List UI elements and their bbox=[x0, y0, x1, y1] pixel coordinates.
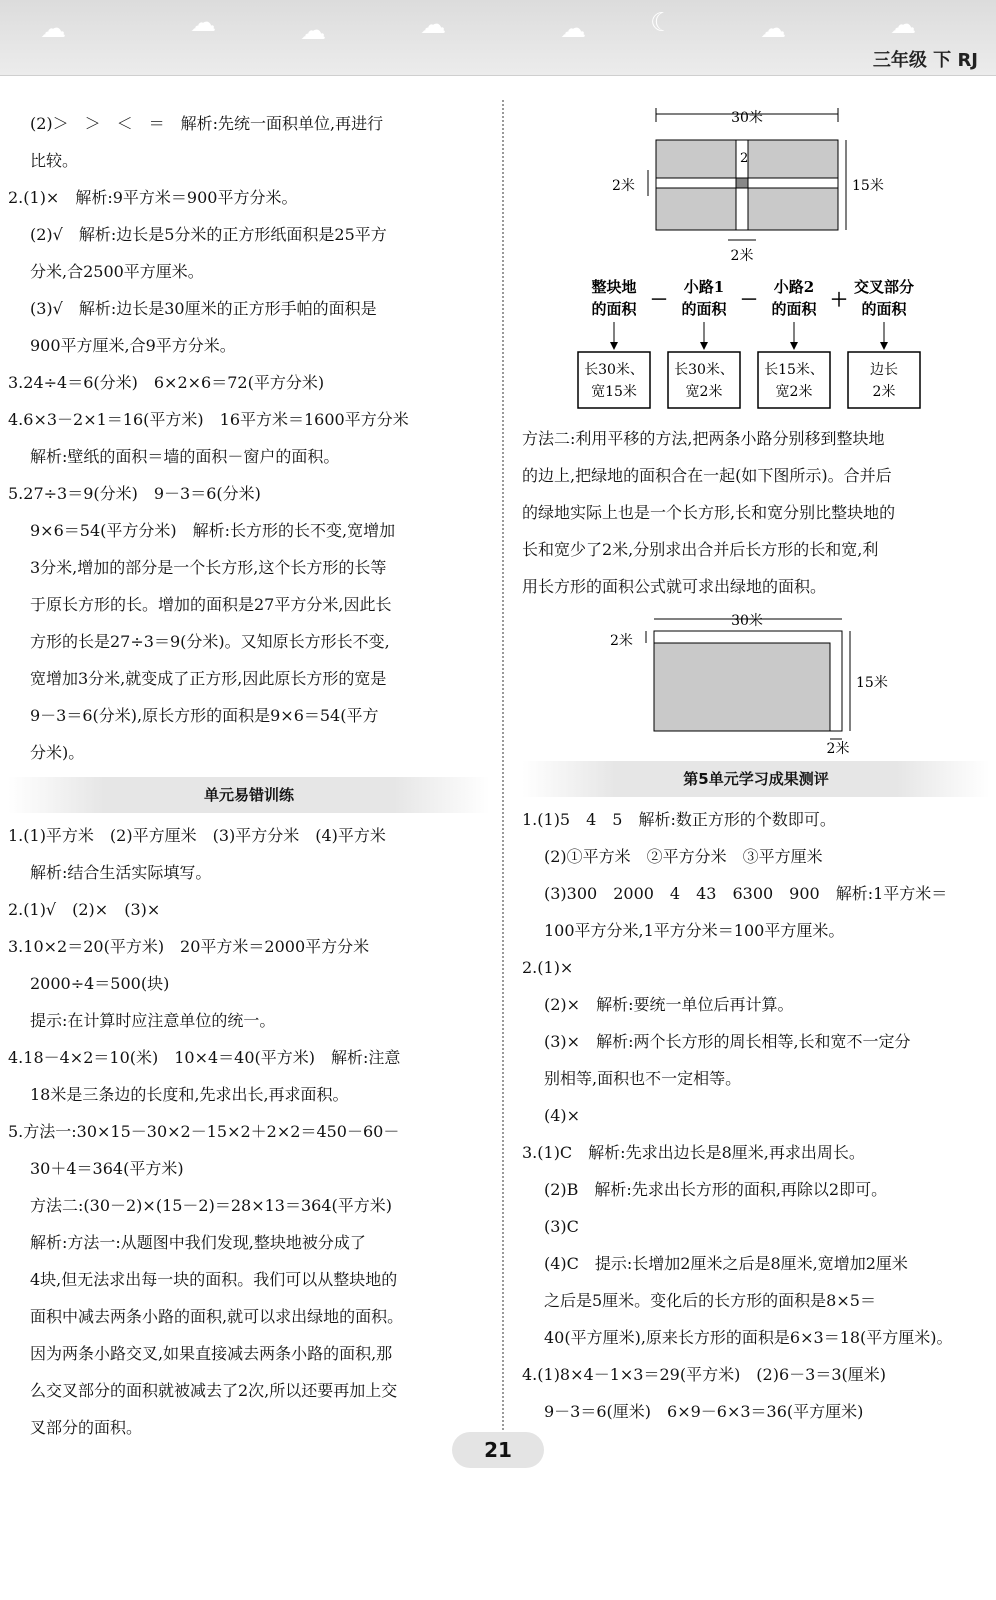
text-line: 比较。 bbox=[30, 151, 79, 170]
flow-label: 小路1 bbox=[683, 278, 725, 296]
text-line: 2.(1)× 解析:9平方米＝900平方分米。 bbox=[8, 188, 298, 207]
cloud-icon: ☁ bbox=[560, 14, 586, 44]
text-line: 2000÷4＝500(块) bbox=[30, 974, 170, 993]
figure-crossing-paths bbox=[522, 100, 990, 268]
left-answers-top bbox=[8, 105, 490, 771]
flow-arrowhead bbox=[790, 342, 798, 350]
flow-operator: － bbox=[650, 290, 668, 311]
text-line: (3)300 2000 4 43 6300 900 解析:1平方米＝ bbox=[544, 884, 948, 903]
flow-label: 整块地 bbox=[591, 278, 637, 296]
figure-merged-rectangle bbox=[522, 605, 990, 755]
flow-operator: － bbox=[740, 290, 758, 311]
cloud-icon: ☁ bbox=[300, 16, 326, 46]
flow-box-text: 边长 bbox=[870, 362, 898, 378]
text-line: 3分米,增加的部分是一个长方形,这个长方形的长等 bbox=[30, 558, 387, 577]
text-line: 解析:方法一:从题图中我们发现,整块地被分成了 bbox=[30, 1233, 366, 1252]
flow-label: 交叉部分 bbox=[853, 278, 915, 296]
right-column bbox=[522, 100, 990, 1430]
text-line: 分米)。 bbox=[30, 743, 85, 762]
flow-label: 的面积 bbox=[681, 300, 727, 318]
figure2-left-label: 2米 bbox=[610, 633, 633, 649]
column-divider bbox=[502, 100, 504, 1430]
cloud-icon: ☁ bbox=[420, 10, 446, 40]
text-line: 提示:在计算时应注意单位的统一。 bbox=[30, 1011, 276, 1030]
cloud-icon: ☁ bbox=[40, 14, 66, 44]
text-line: 因为两条小路交叉,如果直接减去两条小路的面积,那 bbox=[30, 1344, 393, 1363]
text-line: 4.18－4×2＝10(米) 10×4＝40(平方米) 解析:注意 bbox=[8, 1048, 401, 1067]
text-line: 5.方法一:30×15－30×2－15×2＋2×2＝450－60－ bbox=[8, 1122, 400, 1141]
text-line: 面积中减去两条小路的面积,就可以求出绿地的面积。 bbox=[30, 1307, 404, 1326]
text-line: (4)× bbox=[544, 1106, 581, 1125]
flow-box-text: 长30米、 bbox=[674, 362, 734, 378]
text-line: (3)× 解析:两个长方形的周长相等,长和宽不一定分 bbox=[544, 1032, 911, 1051]
text-line: 5.27÷3＝9(分米) 9－3＝6(分米) bbox=[8, 484, 261, 503]
text-line: 900平方厘米,合9平方分米。 bbox=[30, 336, 236, 355]
flow-label: 的面积 bbox=[771, 300, 817, 318]
text-line: 30＋4＝364(平方米) bbox=[30, 1159, 184, 1178]
text-line: 分米,合2500平方厘米。 bbox=[30, 262, 204, 281]
text-line: 长和宽少了2米,分别求出合并后长方形的长和宽,利 bbox=[522, 540, 879, 559]
flow-box-text: 宽2米 bbox=[685, 384, 723, 400]
text-line: 2.(1)√ (2)× (3)× bbox=[8, 900, 161, 919]
text-line: 1.(1)平方米 (2)平方厘米 (3)平方分米 (4)平方米 bbox=[8, 826, 386, 845]
flow-arrowhead bbox=[700, 342, 708, 350]
text-line: 宽增加3分米,就变成了正方形,因此原长方形的宽是 bbox=[30, 669, 387, 688]
text-line: (4)C 提示:长增加2厘米之后是8厘米,宽增加2厘米 bbox=[544, 1254, 908, 1273]
text-line: 的绿地实际上也是一个长方形,长和宽分别比整块地的 bbox=[522, 503, 896, 522]
figure1-top-label: 30米 bbox=[731, 110, 763, 126]
text-line: (2)＞ ＞ ＜ ＝ 解析:先统一面积单位,再进行 bbox=[30, 114, 384, 133]
figure1-bottom-label: 2米 bbox=[730, 248, 754, 264]
text-line: 于原长方形的长。增加的面积是27平方分米,因此长 bbox=[30, 595, 392, 614]
cloud-icon: ☁ bbox=[890, 10, 916, 40]
text-line: 4.6×3－2×1＝16(平方米) 16平方米＝1600平方分米 bbox=[8, 410, 409, 429]
moon-icon: ☾ bbox=[650, 8, 674, 38]
figure1-left-label: 2米 bbox=[612, 178, 635, 194]
left-column bbox=[8, 105, 490, 1446]
flow-box-text: 2米 bbox=[872, 384, 896, 400]
method-two-text bbox=[522, 420, 990, 605]
header-band bbox=[0, 0, 996, 76]
figure2-bottom-label: 2米 bbox=[826, 741, 850, 755]
text-line: 方形的长是27÷3＝9(分米)。又知原长方形长不变, bbox=[30, 632, 390, 651]
figure1-mid-label: 2 bbox=[740, 151, 749, 166]
right-answers-bottom bbox=[522, 801, 990, 1430]
text-line: 4.(1)8×4－1×3＝29(平方米) (2)6－3＝3(厘米) bbox=[522, 1365, 886, 1384]
flow-operator: ＋ bbox=[830, 290, 848, 311]
cloud-icon: ☁ bbox=[190, 8, 216, 38]
text-line: 方法二:利用平移的方法,把两条小路分别移到整块地 bbox=[522, 429, 885, 448]
grade-label: 三年级 下 RJ bbox=[872, 50, 978, 71]
text-line: 100平方分米,1平方分米＝100平方厘米。 bbox=[544, 921, 845, 940]
text-line: 4块,但无法求出每一块的面积。我们可以从整块地的 bbox=[30, 1270, 398, 1289]
flow-diagram bbox=[522, 274, 990, 412]
left-answers-bottom bbox=[8, 817, 490, 1446]
text-line: 9×6＝54(平方分米) 解析:长方形的长不变,宽增加 bbox=[30, 521, 396, 540]
text-line: 方法二:(30－2)×(15－2)＝28×13＝364(平方米) bbox=[30, 1196, 392, 1215]
text-line: 40(平方厘米),原来长方形的面积是6×3＝18(平方厘米)。 bbox=[544, 1328, 953, 1347]
text-line: 18米是三条边的长度和,先求出长,再求面积。 bbox=[30, 1085, 349, 1104]
flow-box-text: 宽15米 bbox=[591, 384, 637, 400]
text-line: 用长方形的面积公式就可求出绿地的面积。 bbox=[522, 577, 827, 596]
flow-arrowhead bbox=[880, 342, 888, 350]
text-line: (2)①平方米 ②平方分米 ③平方厘米 bbox=[544, 847, 823, 866]
flow-label: 小路2 bbox=[773, 278, 815, 296]
text-line: (3)√ 解析:边长是30厘米的正方形手帕的面积是 bbox=[30, 299, 377, 318]
flow-box-text: 长15米、 bbox=[764, 362, 824, 378]
text-line: 3.10×2＝20(平方米) 20平方米＝2000平方分米 bbox=[8, 937, 370, 956]
section-title-left: 单元易错训练 bbox=[8, 777, 490, 813]
flow-label: 的面积 bbox=[591, 300, 637, 318]
flow-arrowhead bbox=[610, 342, 618, 350]
text-line: 之后是5厘米。变化后的长方形的面积是8×5＝ bbox=[544, 1291, 876, 1310]
text-line: (2)√ 解析:边长是5分米的正方形纸面积是25平方 bbox=[30, 225, 387, 244]
text-line: (2)B 解析:先求出长方形的面积,再除以2即可。 bbox=[544, 1180, 888, 1199]
text-line: 解析:壁纸的面积＝墙的面积－窗户的面积。 bbox=[30, 447, 340, 466]
text-line: (3)C bbox=[544, 1217, 579, 1236]
figure2-top-label: 30米 bbox=[731, 613, 763, 629]
section-title-right: 第5单元学习成果测评 bbox=[522, 761, 990, 797]
text-line: 的边上,把绿地的面积合在一起(如下图所示)。合并后 bbox=[522, 466, 892, 485]
text-line: 叉部分的面积。 bbox=[30, 1418, 143, 1437]
flow-box-text: 宽2米 bbox=[775, 384, 813, 400]
flow-label: 的面积 bbox=[861, 300, 907, 318]
text-line: 9－3＝6(厘米) 6×9－6×3＝36(平方厘米) bbox=[544, 1402, 864, 1421]
text-line: 2.(1)× bbox=[522, 958, 574, 977]
flow-box-text: 长30米、 bbox=[584, 362, 644, 378]
cloud-icon: ☁ bbox=[760, 14, 786, 44]
text-line: 1.(1)5 4 5 解析:数正方形的个数即可。 bbox=[522, 810, 836, 829]
text-line: 解析:结合生活实际填写。 bbox=[30, 863, 212, 882]
text-line: 别相等,面积也不一定相等。 bbox=[544, 1069, 742, 1088]
figure1-right-label: 15米 bbox=[852, 178, 884, 194]
text-line: 3.(1)C 解析:先求出边长是8厘米,再求出周长。 bbox=[522, 1143, 865, 1162]
text-line: 么交叉部分的面积就被减去了2次,所以还要再加上交 bbox=[30, 1381, 398, 1400]
text-line: (2)× 解析:要统一单位后再计算。 bbox=[544, 995, 794, 1014]
figure2-right-label: 15米 bbox=[856, 675, 888, 691]
text-line: 3.24÷4＝6(分米) 6×2×6＝72(平方分米) bbox=[8, 373, 325, 392]
text-line: 9－3＝6(分米),原长方形的面积是9×6＝54(平方 bbox=[30, 706, 379, 725]
page-number: 21 bbox=[452, 1432, 544, 1468]
